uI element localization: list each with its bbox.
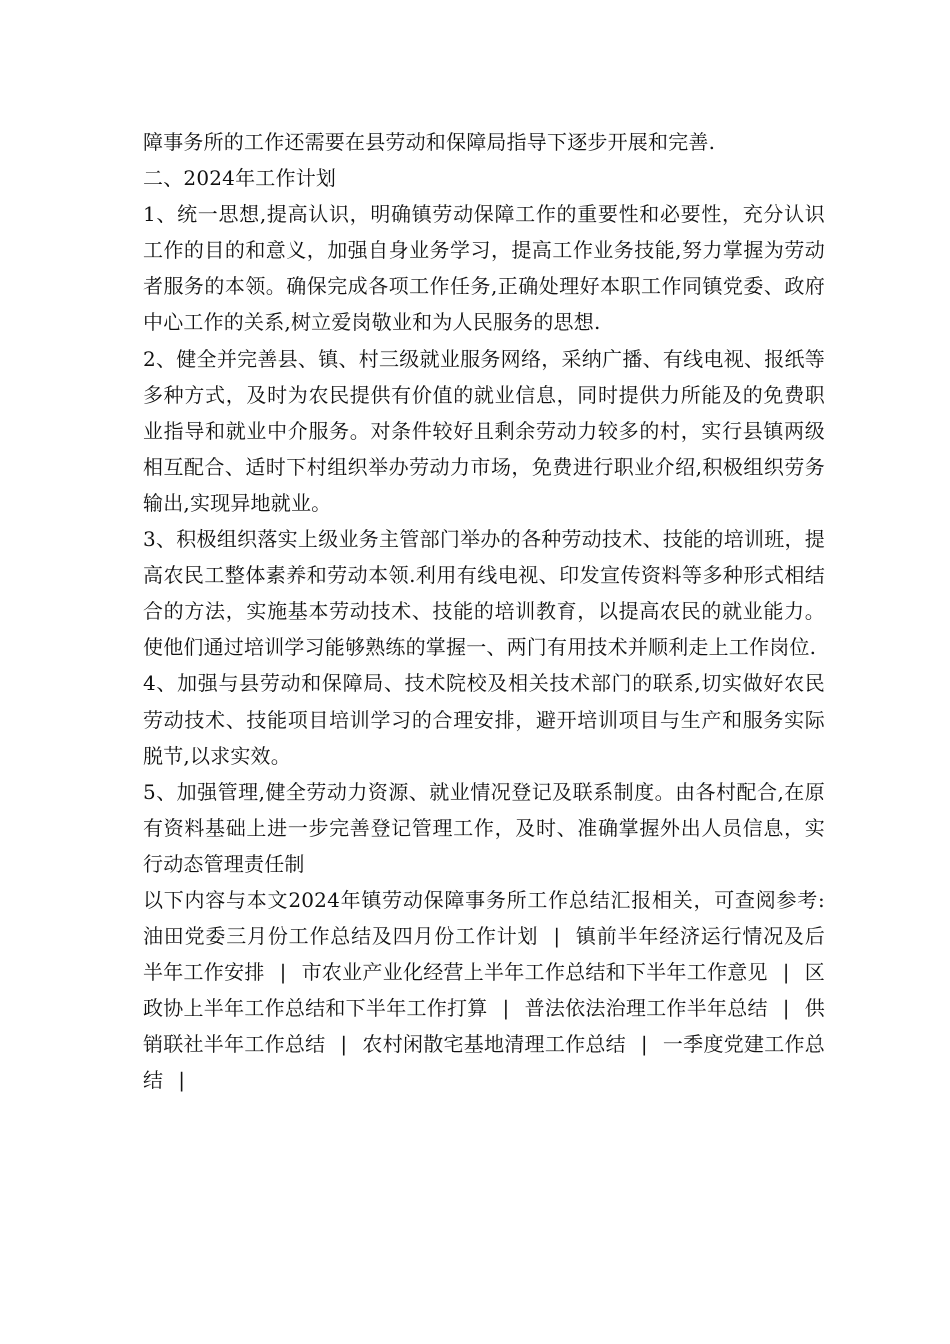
link-separator: | [502, 996, 510, 1021]
link-separator: | [782, 996, 790, 1021]
document-body [143, 124, 825, 1099]
paragraph-continuation: 障事务所的工作还需要在县劳动和保障局指导下逐步开展和完善. [143, 130, 716, 154]
section-heading: 二、2024年工作计划 [143, 166, 337, 191]
related-intro: 以下内容与本文2024年镇劳动保障事务所工作总结汇报相关，可查阅参考: [143, 887, 825, 912]
link-separator: | [340, 1032, 348, 1057]
link-separator: | [553, 924, 561, 949]
link-separator: | [178, 1068, 186, 1093]
related-link[interactable]: 油田党委三月份工作总结及四月份工作计划 [143, 924, 539, 949]
related-link[interactable]: 镇前半年经济运行情况及后半年工作安排 [143, 924, 825, 985]
paragraph-item-3: 3、积极组织落实上级业务主管部门举办的各种劳动技术、技能的培训班，提高农民工整体素养和劳动本领.利用有线电视、印发宣传资料等多种形式相结合的方法，实施基本劳动技术、技能的培训教育，以提高农民的就业能力。使他们通过培训学习能够熟练的掌握一、两门有用技术并顺利走上工作岗位. [143, 527, 825, 660]
related-link[interactable]: 供销联社半年工作总结 [143, 996, 826, 1057]
link-separator: | [640, 1032, 648, 1057]
paragraph-item-4: 4、加强与县劳动和保障局、技术院校及相关技术部门的联系,切实做好农民劳动技术、技能项目培训学习的合理安排，避开培训项目与生产和服务实际脱节,以求实效。 [143, 671, 825, 768]
related-link[interactable]: 区政协上半年工作总结和下半年工作打算 [143, 960, 826, 1021]
paragraph-item-2: 2、健全并完善县、镇、村三级就业服务网络，采纳广播、有线电视、报纸等多种方式，及时为农民提供有价值的就业信息，同时提供力所能及的免费职业指导和就业中介服务。对条件较好且剩余劳动力较多的村，实行县镇两级相互配合、适时下村组织举办劳动力市场，免费进行职业介绍,积极组织劳务输出,实现异地就业。 [143, 346, 825, 515]
related-link[interactable]: 一季度党建工作总结 [143, 1032, 825, 1093]
related-link[interactable]: 市农业产业化经营上半年工作总结和下半年工作意见 [301, 960, 768, 985]
paragraph-item-1: 1、统一思想,提高认识，明确镇劳动保障工作的重要性和必要性，充分认识工作的目的和意义，加强自身业务学习，提高工作业务技能,努力掌握为劳动者服务的本领。确保完成各项工作任务,正确处理好本职工作同镇党委、政府中心工作的关系,树立爱岗敬业和为人民服务的思想. [143, 202, 825, 335]
related-links [143, 882, 825, 1099]
paragraph-item-5: 5、加强管理,健全劳动力资源、就业情况登记及联系制度。由各村配合,在原有资料基础上进一步完善登记管理工作，及时、准确掌握外出人员信息，实行动态管理责任制 [143, 779, 825, 876]
link-separator: | [279, 960, 287, 985]
related-link[interactable]: 农村闲散宅基地清理工作总结 [362, 1032, 626, 1057]
related-link[interactable]: 普法依法治理工作半年总结 [524, 996, 768, 1021]
link-separator: | [782, 960, 790, 985]
